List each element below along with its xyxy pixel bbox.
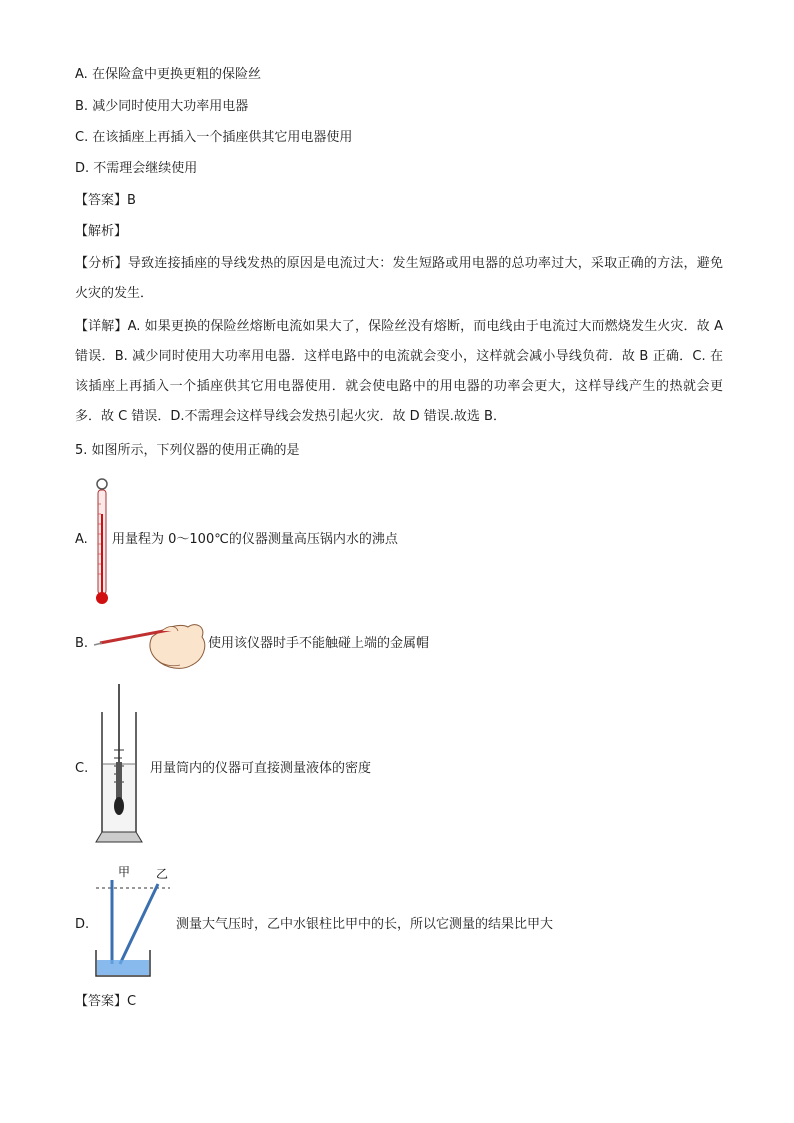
option-d-q4: D. 不需理会继续使用	[75, 161, 198, 176]
measuring-cylinder-image	[92, 682, 148, 852]
option-a-letter: A.	[75, 532, 88, 547]
analysis-paragraph: 【分析】导致连接插座的导线发热的原因是电流过大：发生短路或用电器的总功率过大，采取正确的方法，避免火灾的发生．	[75, 256, 723, 301]
answer-q4: 【答案】B	[75, 193, 136, 208]
test-pen-hand-image	[92, 615, 208, 675]
option-c-text: 用量筒内的仪器可直接测量液体的密度	[150, 761, 372, 776]
thermometer-image	[92, 474, 112, 606]
option-b-letter: B.	[75, 636, 89, 651]
question-5-stem: 5. 如图所示，下列仪器的使用正确的是	[75, 443, 300, 458]
option-a-text: 用量程为 0～100℃的仪器测量高压锅内水的沸点	[112, 532, 398, 547]
option-b-text: 使用该仪器时手不能触碰上端的金属帽	[208, 636, 430, 651]
yi-label: 乙	[156, 867, 169, 881]
detail-paragraph: 【详解】A. 如果更换的保险丝熔断电流如果大了，保险丝没有熔断，而电线由于电流过大而燃烧发生火灾．故 A 错误．B. 减少同时使用大功率用电器．这样电路中的电流就会变小，这样就会减小导线负荷．故 B 正确．C. 在该插座上再插入一个插座供其它用电器使用．就会使电路中的用电器的功率会更大，这样导线产生的热就会更多．故 C 错误．D.不需理会这样导线会发热引起火灾．故 D 错误.故选 B．	[75, 319, 723, 424]
option-d-text: 测量大气压时，乙中水银柱比甲中的长，所以它测量的结果比甲大	[176, 917, 554, 932]
option-a-q4: A. 在保险盒中更换更粗的保险丝	[75, 67, 261, 82]
option-c-q4: C. 在该插座上再插入一个插座供其它用电器使用	[75, 130, 353, 145]
answer-q5: 【答案】C	[75, 994, 137, 1009]
option-c-letter: C.	[75, 761, 89, 776]
analysis-label: 【解析】	[75, 224, 128, 239]
option-d-letter: D.	[75, 917, 90, 932]
barometer-tubes-image	[92, 862, 178, 980]
option-b-q4: B. 减少同时使用大功率用电器	[75, 99, 249, 114]
jia-label: 甲	[118, 865, 131, 879]
